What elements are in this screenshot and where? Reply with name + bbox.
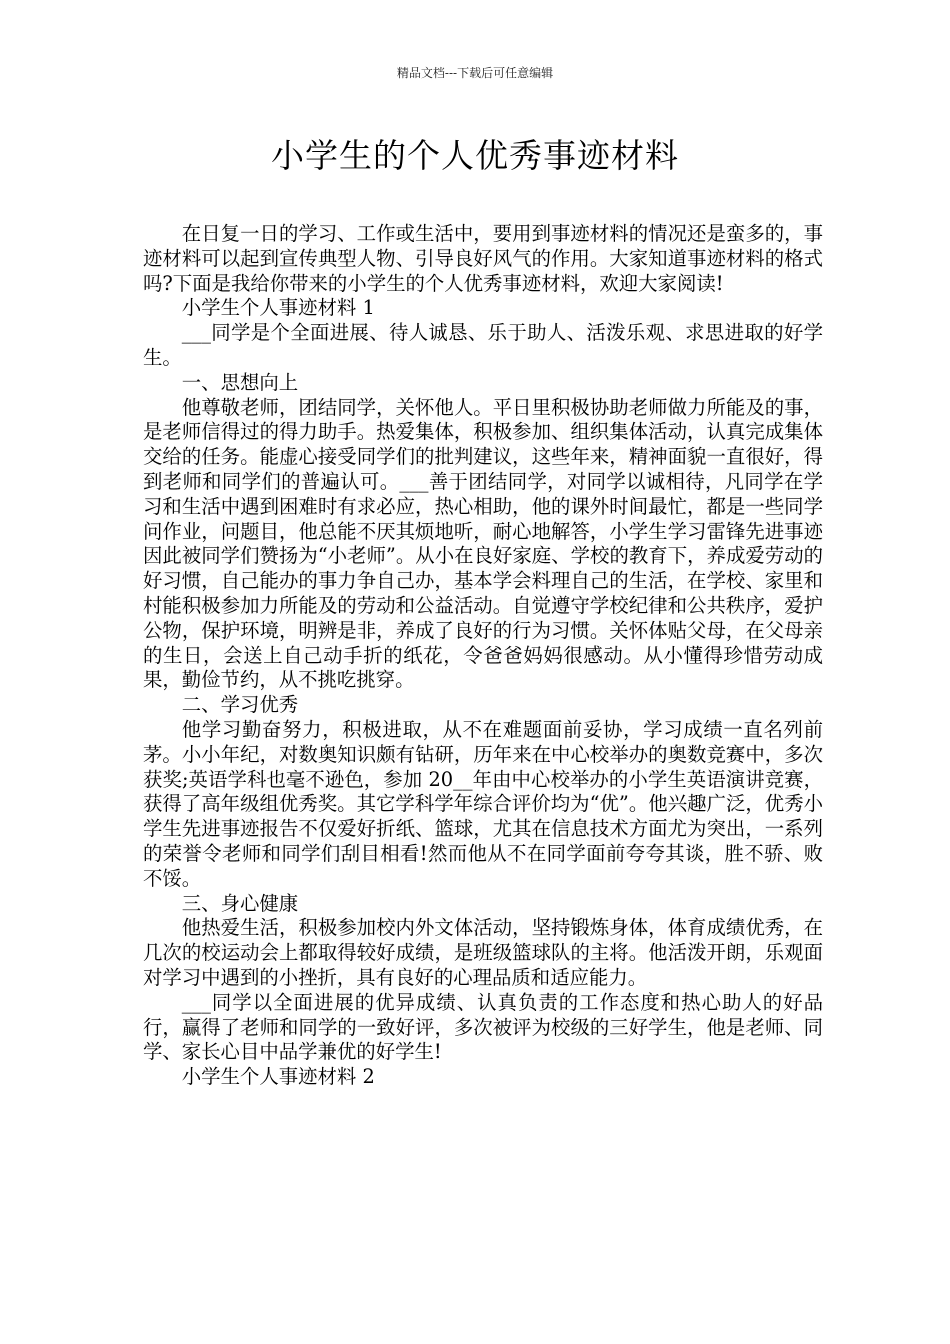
section-heading: 小学生个人事迹材料 1	[181, 296, 375, 320]
document-title: 小学生的个人优秀事迹材料	[271, 136, 679, 175]
body-paragraph: 他尊敬老师，团结同学，关怀他人。平日里积极协助老师做力所能及的事，是老师信得过的得力助手。热爱集体，积极参加、组织集体活动，认真完成集体交给的任务。能虚心接受同学们的批判建议，这些年来，精神面貌一直很好，得到老师和同学们的普遍认可。___善于团结同学，对同学以诚相待，凡同学在学习和生活中遇到困难时有求必应，热心相助，他的课外时间最忙，都是一些同学问作业，问题目，他总能不厌其烦地听，耐心地解答，小学生学习雷锋先进事迹因此被同学们赞扬为“小老师”。从小在良好家庭、学校的教育下，养成爱劳动的好习惯，自己能办的事力争自己办，基本学会料理自己的生活，在学校、家里和村能积极参加力所能及的劳动和公益活动。自觉遵守学校纪律和公共秩序，爱护公物，保护环境，明辨是非，养成了良好的行为习惯。关怀体贴父母，在父母亲的生日，会送上自己动手折的纸花，令爸爸妈妈很感动。从小懂得珍惜劳动成果，勤俭节约，从不挑吃挑穿。	[143, 395, 823, 692]
subsection-heading: 三、身心健康	[181, 891, 299, 915]
body-paragraph: ___同学以全面进展的优异成绩、认真负责的工作态度和热心助人的好品行，赢得了老师和同学的一致好评，多次被评为校级的三好学生，他是老师、同学、家长心目中品学兼优的好学生!	[143, 990, 823, 1064]
body-paragraph: ___同学是个全面进展、待人诚恳、乐于助人、活泼乐观、求思进取的好学生。	[143, 321, 823, 369]
intro-paragraph: 在日复一日的学习、工作或生活中，要用到事迹材料的情况还是蛮多的，事迹材料可以起到宣传典型人物、引导良好风气的作用。大家知道事迹材料的格式吗?下面是我给你带来的小学生的个人优秀事迹材料，欢迎大家阅读!	[143, 222, 823, 295]
body-paragraph: 他学习勤奋努力，积极进取，从不在难题面前妥协，学习成绩一直名列前茅。小小年纪，对数奥知识颇有钻研，历年来在中心校举办的奥数竞赛中，多次获奖;英语学科也毫不逊色，参加 20__年由中心校举办的小学生英语演讲竞赛，获得了高年级组优秀奖。其它学科学年综合评价均为“优”。他兴趣广泛，优秀小学生先进事迹报告不仅爱好折纸、篮球，尤其在信息技术方面尤为突出，一系列的荣誉令老师和同学们刮目相看!然而他从不在同学面前夸夸其谈，胜不骄、败不馁。	[143, 717, 823, 890]
section-heading: 小学生个人事迹材料 2	[181, 1065, 375, 1089]
subsection-heading: 一、思想向上	[181, 370, 299, 394]
document-body	[143, 222, 823, 1090]
body-paragraph: 他热爱生活，积极参加校内外文体活动，坚持锻炼身体，体育成绩优秀，在几次的校运动会上都取得较好成绩，是班级篮球队的主将。他活泼开朗，乐观面对学习中遇到的小挫折，具有良好的心理品质和适应能力。	[143, 916, 823, 989]
page-header: 精品文档---下载后可任意编辑	[396, 66, 554, 80]
subsection-heading: 二、学习优秀	[181, 693, 299, 717]
